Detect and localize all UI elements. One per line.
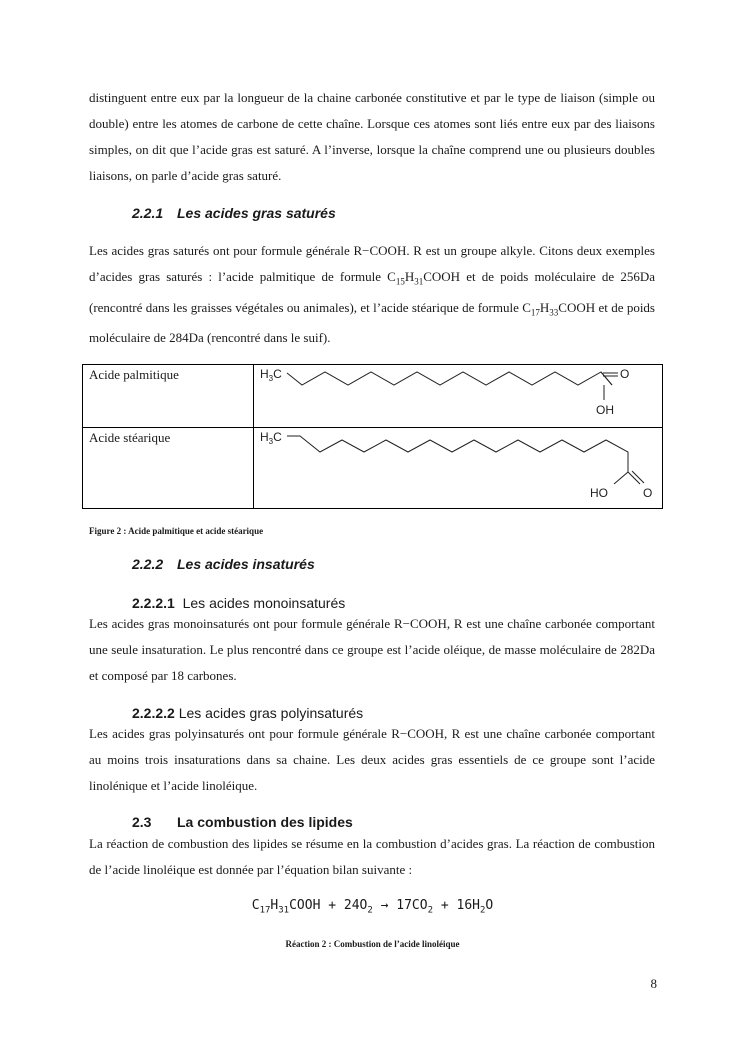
heading-number: 2.2.2.1	[132, 595, 175, 611]
hydroxyl-label: HO	[590, 486, 608, 500]
fatty-acid-structures-table	[82, 364, 663, 509]
carbonyl-bond	[628, 472, 640, 484]
molecule-name: Acide palmitique	[83, 365, 254, 428]
heading-title: Les acides monoinsaturés	[182, 595, 346, 611]
heading-title: Les acides gras saturés	[177, 205, 336, 221]
combustion-paragraph: La réaction de combustion des lipides se résume en la combustion d’acides gras. La réaction de combustion de l’acide linoléique est donnée par l’équation bilan suivante :	[89, 836, 655, 877]
heading-title: Les acides gras polyinsaturés	[178, 705, 364, 721]
table-row	[83, 428, 663, 509]
oxygen-label: O	[643, 486, 653, 500]
heading-2-2-2-2	[132, 705, 363, 721]
heading-2-2-2	[132, 556, 315, 572]
ch3-label: $H_3C$	[260, 367, 282, 383]
heading-2-2-1	[132, 205, 336, 221]
molecule-name: Acide stéarique	[83, 428, 254, 509]
ch3-label: $H_3C$	[260, 430, 282, 446]
double-bond-line	[632, 471, 644, 483]
monounsaturated-paragraph: Les acides gras monoinsaturés ont pour formule générale R−COOH, R est une chaîne carbonée comportant une seule insaturation. Le plus rencontré dans ce groupe est l’acide oléique, de masse moléculaire de 282Da et composé par 18 carbones.	[89, 616, 655, 683]
hydroxyl-label: OH	[596, 403, 614, 417]
oxygen-label: O	[620, 367, 630, 381]
carbonyl-bond	[601, 372, 612, 385]
saturated-paragraph: Les acides gras saturés ont pour formule générale R−COOH. R est un groupe alkyle. Citons deux exemples d’acides gras saturés : l’acide palmitique de formule $C_{15}H_{31}COOH$ et de poids moléculaire de 256Da (rencontré dans les graisses végétales ou animales), et l’acide stéarique de formule $C_{17}H_{33}COOH$ et de poids moléculaire de 284Da (rencontré dans le suif).	[89, 243, 656, 346]
intro-paragraph: distinguent entre eux par la longueur de la chaine carbonée constitutive et par le type de liaison (simple ou double) entre les atomes de carbone de cette chaîne. Lorsque ces atomes sont liés entre eux par des liaisons simples, on dit que l’acide gras est saturé. A l’inverse, lorsque la chaîne comprend une ou plusieurs doubles liaisons, on parle d’acide gras saturé.	[89, 90, 655, 183]
palmitic-acid-skeleton-drawing	[254, 365, 662, 427]
heading-number: 2.2.2.2	[132, 705, 175, 721]
heading-2-3	[132, 814, 353, 830]
heading-number: 2.3	[132, 814, 152, 830]
reaction-caption: Réaction 2 : Combustion de l’acide linoléique	[285, 939, 460, 949]
stearic-acid-skeleton-drawing	[254, 428, 662, 508]
stearic-acid-structure	[254, 428, 663, 509]
heading-title: La combustion des lipides	[177, 814, 353, 830]
heading-title: Les acides insaturés	[177, 556, 315, 572]
combustion-equation: $C_{17}H_{31}COOH + 24O_2 \to 17CO_2 + 16H_2O$	[251, 898, 494, 916]
carbon-chain	[287, 436, 628, 484]
table-row	[83, 365, 663, 428]
carbon-chain	[287, 372, 612, 385]
heading-number: 2.2.2	[132, 556, 164, 572]
palmitic-acid-structure	[254, 365, 663, 428]
polyunsaturated-paragraph: Les acides gras polyinsaturés ont pour formule générale R−COOH, R est une chaîne carbonée comportant au moins trois insaturations dans sa chaine. Les deux acides gras essentiels de ce groupe sont l’acide linolénique et l’acide linoléique.	[89, 726, 655, 793]
figure-caption: Figure 2 : Acide palmitique et acide stéarique	[89, 526, 264, 536]
page-number: 8	[650, 976, 657, 991]
heading-number: 2.2.1	[132, 205, 164, 221]
heading-2-2-2-1	[132, 595, 345, 611]
